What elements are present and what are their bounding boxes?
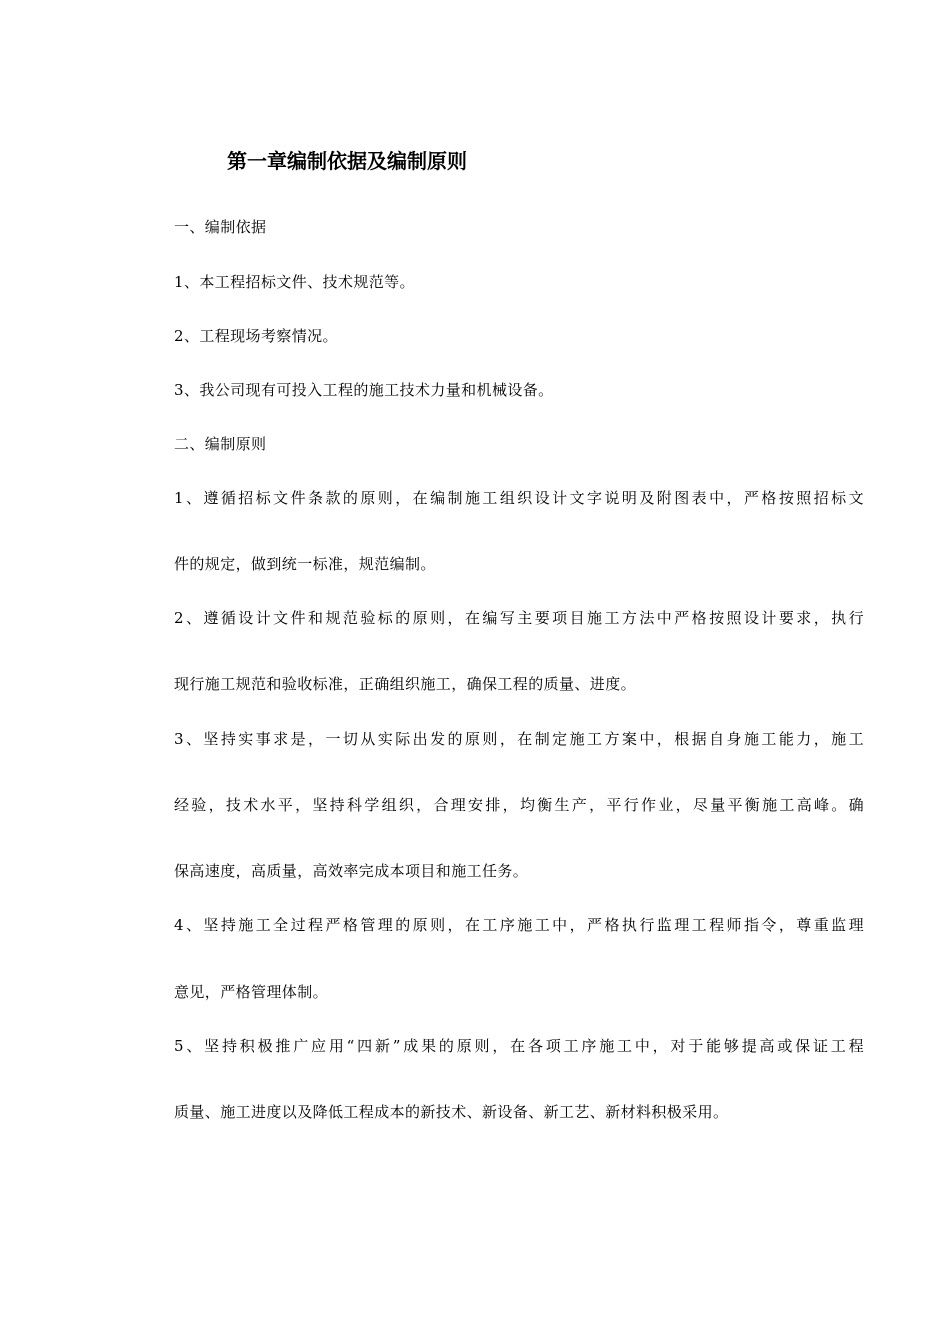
principle-3-line-2: 经验，技术水平，坚持科学组织，合理安排，均衡生产，平行作业，尽量平衡施工高峰。确 — [174, 796, 864, 814]
principle-3-line-1: 3、坚持实事求是，一切从实际出发的原则，在制定施工方案中，根据自身施工能力，施工 — [174, 730, 864, 748]
basis-item-2: 2、工程现场考察情况。 — [174, 327, 338, 345]
principle-2-line-1: 2、遵循设计文件和规范验标的原则，在编写主要项目施工方法中严格按照设计要求，执行 — [174, 609, 864, 627]
section-heading-basis: 一、编制依据 — [174, 218, 267, 236]
principle-5-line-2: 质量、施工进度以及降低工程成本的新技术、新设备、新工艺、新材料积极采用。 — [174, 1103, 729, 1121]
principle-1-line-2: 件的规定，做到统一标准，规范编制。 — [174, 555, 436, 573]
basis-item-1: 1、本工程招标文件、技术规范等。 — [174, 273, 415, 291]
principle-2-line-2: 现行施工规范和验收标准，正确组织施工，确保工程的质量、进度。 — [174, 675, 637, 693]
principle-4-line-1: 4、坚持施工全过程严格管理的原则，在工序施工中，严格执行监理工程师指令，尊重监理 — [174, 916, 864, 934]
principle-1-line-1: 1、遵循招标文件条款的原则，在编制施工组织设计文字说明及附图表中，严格按照招标文 — [174, 489, 864, 507]
chapter-title: 第一章编制依据及编制原则 — [227, 149, 467, 173]
section-heading-principles: 二、编制原则 — [174, 435, 267, 453]
principle-3-line-3: 保高速度，高质量，高效率完成本项目和施工任务。 — [174, 862, 529, 880]
basis-item-3: 3、我公司现有可投入工程的施工技术力量和机械设备。 — [174, 381, 554, 399]
principle-5-line-1: 5、坚持积极推广应用“四新”成果的原则，在各项工序施工中，对于能够提高或保证工程 — [174, 1037, 864, 1055]
principle-4-line-2: 意见，严格管理体制。 — [174, 983, 329, 1001]
